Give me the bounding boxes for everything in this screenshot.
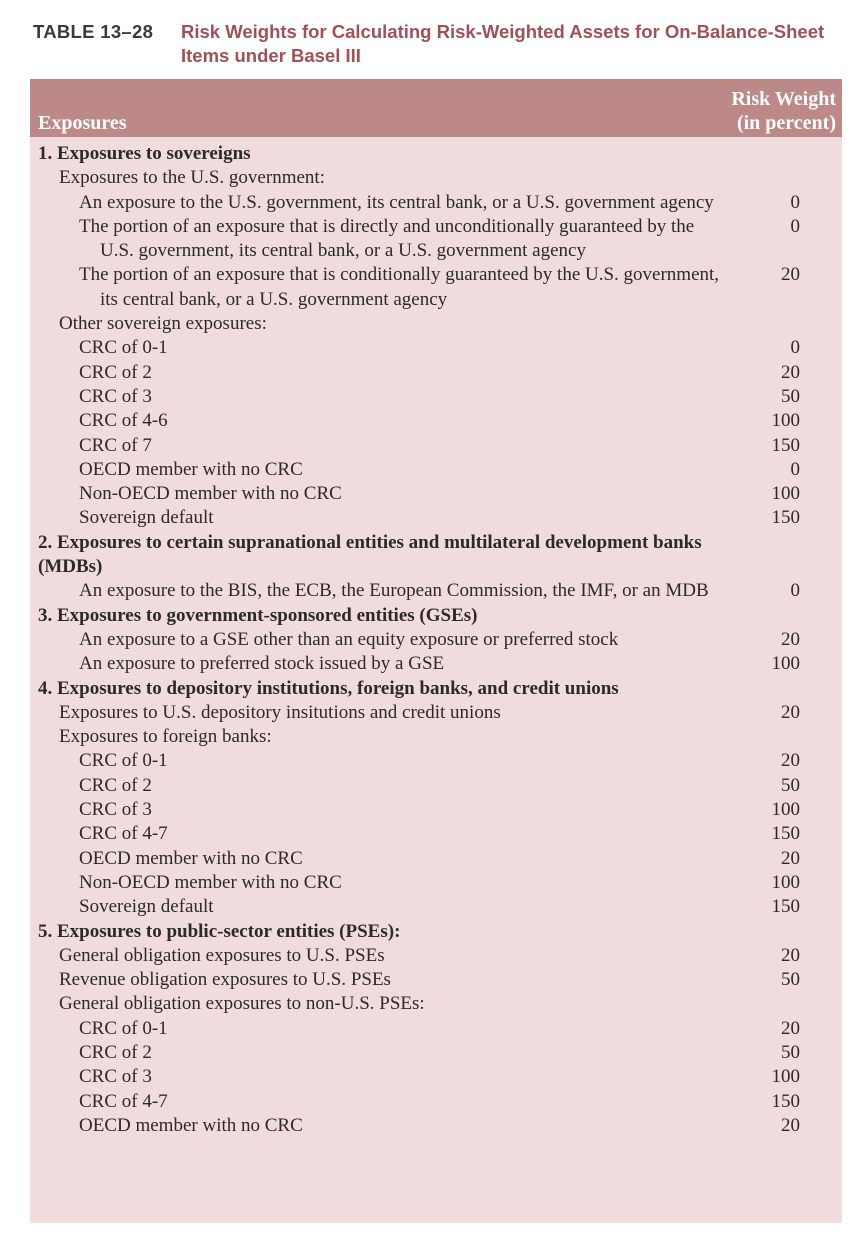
row-label: CRC of 0-1 — [79, 750, 168, 772]
row-value: 0 — [790, 215, 800, 237]
table-row — [30, 191, 842, 215]
risk-weights-table — [30, 79, 842, 1223]
table-number: TABLE 13–28 — [33, 21, 154, 42]
row-value: 100 — [771, 483, 800, 505]
row-label: CRC of 3 — [79, 799, 152, 821]
row-label: CRC of 4-7 — [79, 823, 168, 845]
row-label: An exposure to preferred stock issued by a GSE — [79, 653, 445, 675]
table-row — [30, 628, 842, 652]
row-value: 20 — [781, 750, 800, 772]
row-label: An exposure to the U.S. government, its central bank, or a U.S. government agency — [79, 191, 714, 213]
row-label: CRC of 3 — [79, 1066, 152, 1088]
table-row — [30, 482, 842, 506]
row-label: The portion of an exposure that is directly and unconditionally guaranteed by the U.S. government, its central bank, or a U.S. government agency — [79, 215, 695, 262]
subsection-row — [30, 725, 842, 749]
table-row — [30, 458, 842, 482]
row-label: OECD member with no CRC — [79, 847, 303, 869]
table-row — [30, 847, 842, 871]
table-row — [30, 871, 842, 895]
row-label: 2. Exposures to certain supranational entities and multilateral development banks (MDBs) — [38, 531, 702, 578]
table-row — [30, 774, 842, 798]
row-value: 0 — [790, 191, 800, 213]
row-label: General obligation exposures to U.S. PSEs — [59, 944, 385, 966]
table-row — [30, 1114, 842, 1138]
row-value: 150 — [771, 896, 800, 918]
row-label: Sovereign default — [79, 896, 214, 918]
row-label: Other sovereign exposures: — [59, 313, 267, 335]
row-value: 100 — [771, 410, 800, 432]
row-label: Sovereign default — [79, 507, 214, 529]
row-value: 150 — [771, 1090, 800, 1112]
table-body — [30, 142, 842, 1138]
column-header-exposures: Exposures — [38, 112, 127, 134]
table-row — [30, 409, 842, 433]
row-label: 5. Exposures to public-sector entities (PSEs): — [38, 920, 401, 942]
table-row — [30, 798, 842, 822]
row-value: 0 — [790, 458, 800, 480]
row-label: 1. Exposures to sovereigns — [38, 143, 251, 164]
table-row — [30, 1090, 842, 1114]
row-label: Non-OECD member with no CRC — [79, 483, 342, 505]
row-value: 0 — [790, 580, 800, 602]
row-value: 150 — [771, 434, 800, 456]
row-value: 50 — [781, 774, 800, 796]
row-label: General obligation exposures to non-U.S. PSEs: — [59, 993, 425, 1015]
table-row — [30, 895, 842, 919]
row-label: CRC of 4-7 — [79, 1090, 168, 1112]
table-row — [30, 336, 842, 360]
row-value: 50 — [781, 1041, 800, 1063]
row-value: 100 — [771, 653, 800, 675]
risk-weight-header-line2: (in percent) — [736, 112, 836, 134]
table-header — [30, 79, 842, 137]
risk-weight-header-line1: Risk Weight — [731, 88, 836, 110]
row-value: 20 — [781, 628, 800, 650]
row-label: CRC of 2 — [79, 361, 152, 383]
subsection-row — [30, 166, 842, 190]
table-row — [30, 506, 842, 530]
row-value: 100 — [771, 871, 800, 893]
row-value: 20 — [781, 264, 800, 286]
row-label: Exposures to the U.S. government: — [59, 167, 325, 189]
table-row — [30, 361, 842, 385]
row-label: Revenue obligation exposures to U.S. PSEs — [59, 969, 391, 991]
table-row — [30, 579, 842, 603]
row-label: Exposures to U.S. depository insitutions and credit unions — [59, 701, 501, 723]
table-row — [30, 749, 842, 773]
row-value: 0 — [790, 337, 800, 359]
table-row — [30, 701, 842, 725]
row-value: 100 — [771, 799, 800, 821]
subsection-row — [30, 992, 842, 1016]
row-label: Exposures to foreign banks: — [59, 726, 272, 748]
row-label: OECD member with no CRC — [79, 1114, 303, 1136]
table-row — [30, 944, 842, 968]
row-label: CRC of 2 — [79, 774, 152, 796]
row-label: OECD member with no CRC — [79, 458, 303, 480]
section-row — [30, 531, 842, 580]
section-row — [30, 142, 842, 166]
row-value: 20 — [781, 1017, 800, 1039]
table-title: Risk Weights for Calculating Risk-Weighted Assets for On-Balance-Sheet Items under Basel III — [181, 21, 825, 66]
table-row — [30, 1017, 842, 1041]
row-value: 20 — [781, 1114, 800, 1136]
row-label: 4. Exposures to depository institutions, foreign banks, and credit unions — [38, 677, 619, 699]
row-value: 100 — [771, 1066, 800, 1088]
row-label: CRC of 0-1 — [79, 1017, 168, 1039]
section-row — [30, 604, 842, 628]
row-value: 20 — [781, 944, 800, 966]
row-label: An exposure to a GSE other than an equity exposure or preferred stock — [79, 628, 619, 650]
row-value: 20 — [781, 847, 800, 869]
table-row — [30, 215, 842, 264]
row-value: 150 — [771, 507, 800, 529]
row-label: CRC of 0-1 — [79, 337, 168, 359]
table-row — [30, 968, 842, 992]
table-row — [30, 1041, 842, 1065]
section-row — [30, 677, 842, 701]
column-header-risk-weight — [731, 87, 836, 135]
section-row — [30, 920, 842, 944]
table-row — [30, 652, 842, 676]
row-label: CRC of 7 — [79, 434, 152, 456]
subsection-row — [30, 312, 842, 336]
row-value: 50 — [781, 969, 800, 991]
row-label: CRC of 4-6 — [79, 410, 168, 432]
table-row — [30, 822, 842, 846]
table-row — [30, 1065, 842, 1089]
row-label: Non-OECD member with no CRC — [79, 871, 342, 893]
row-label: CRC of 2 — [79, 1041, 152, 1063]
row-label: The portion of an exposure that is conditionally guaranteed by the U.S. government, its central bank, or a U.S. government agency — [79, 264, 720, 310]
row-label: An exposure to the BIS, the ECB, the European Commission, the IMF, or an MDB — [79, 580, 709, 602]
table-row — [30, 434, 842, 458]
row-label: 3. Exposures to government-sponsored entities (GSEs) — [38, 604, 478, 626]
row-value: 20 — [781, 361, 800, 383]
table-row — [30, 263, 842, 312]
row-value: 50 — [781, 385, 800, 407]
table-row — [30, 385, 842, 409]
row-label: CRC of 3 — [79, 385, 152, 407]
row-value: 20 — [781, 701, 800, 723]
row-value: 150 — [771, 823, 800, 845]
